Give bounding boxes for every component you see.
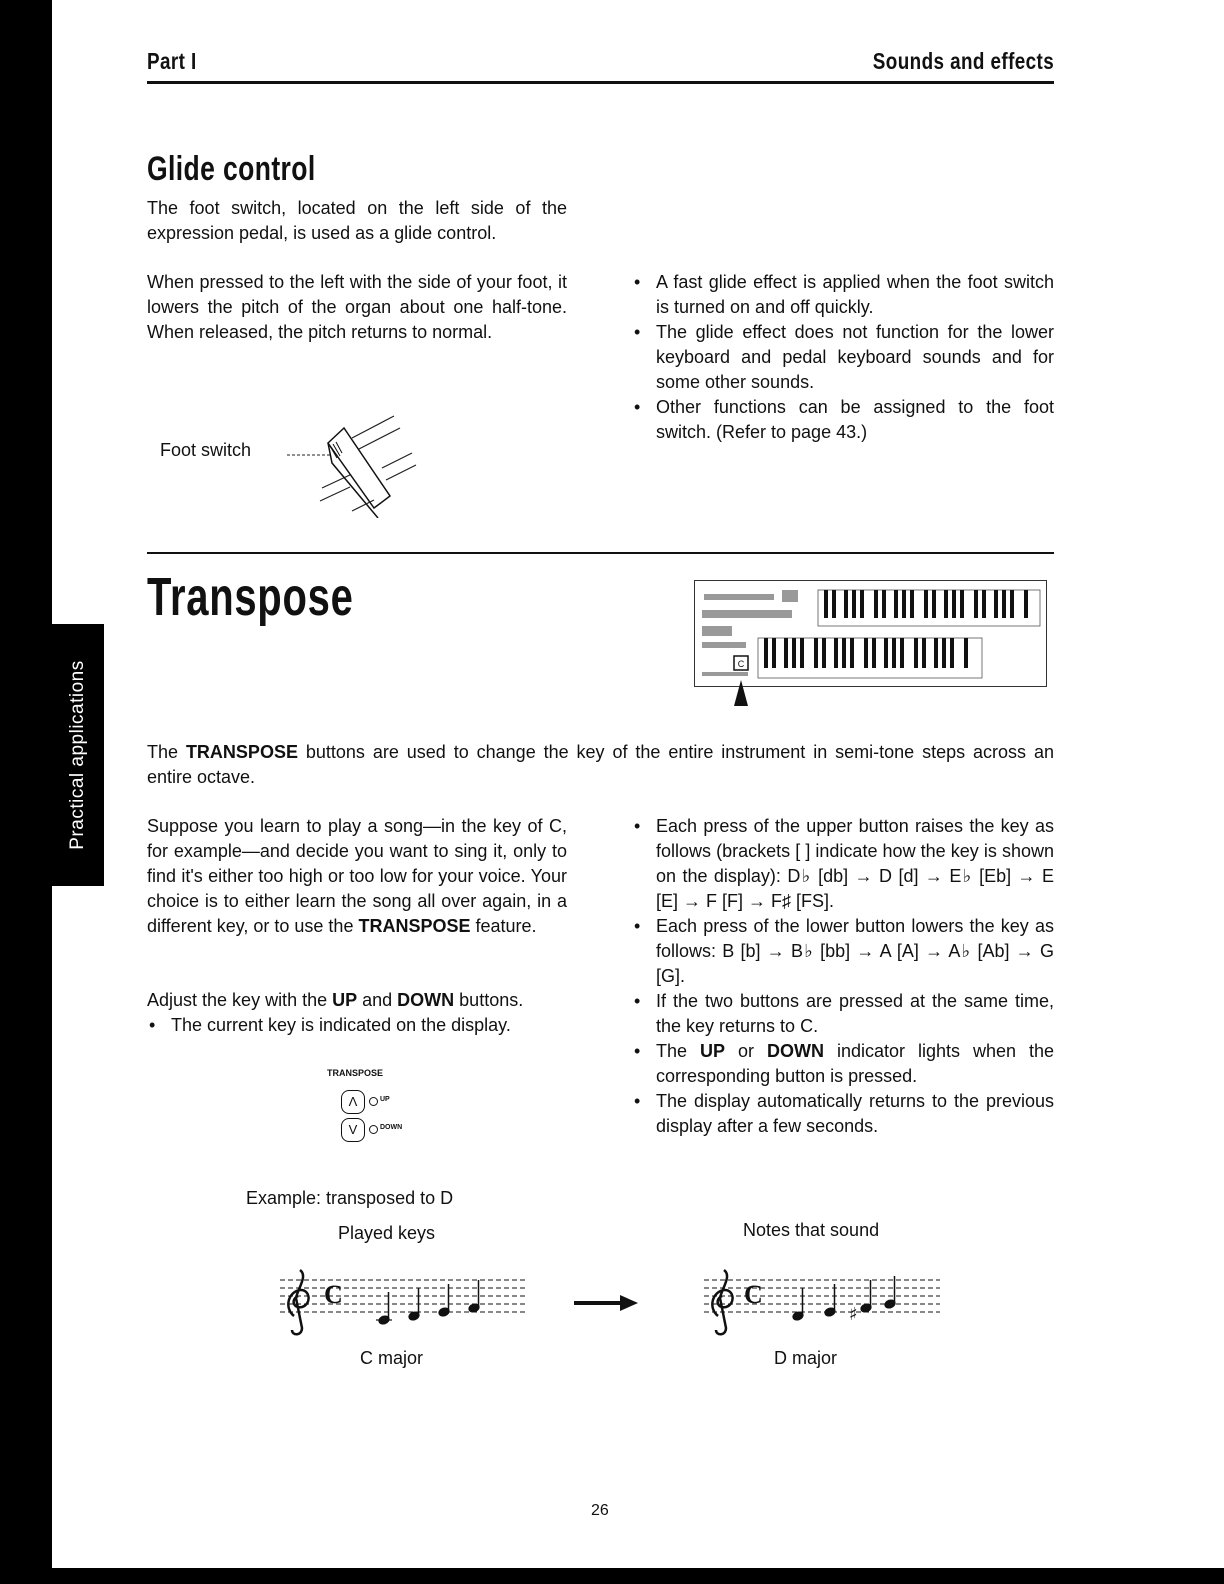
adjust-pre: Adjust the key with the	[147, 990, 333, 1010]
b4-down: DOWN	[766, 1041, 824, 1061]
d-major-notes	[792, 1276, 896, 1321]
key-indicator-text: C	[737, 659, 745, 669]
para1-bold: TRANSPOSE	[358, 916, 471, 936]
transpose-bullet-4	[632, 1039, 1054, 1089]
para1-post: feature.	[470, 916, 537, 936]
up-indicator-icon	[369, 1097, 378, 1106]
right-arrow-icon	[574, 1295, 638, 1311]
b4-pre: The	[656, 1041, 700, 1061]
transpose-title: Transpose	[147, 567, 354, 627]
staff-d-major	[704, 1262, 944, 1342]
transpose-up-button[interactable]: Λ	[341, 1090, 365, 1114]
intro-bold: TRANSPOSE	[185, 742, 298, 762]
glide-bullet-2: • The glide effect does not function for the lower keyboard and pedal keyboard sounds and for some other sounds.	[632, 320, 1054, 395]
sharp-sign: ♯	[849, 1304, 858, 1325]
b4-up: UP	[700, 1041, 726, 1061]
b4-mid: or	[725, 1041, 767, 1061]
header-section: Sounds and effects	[872, 48, 1054, 74]
glide-intro	[147, 196, 567, 246]
glide-bullet-1: • A fast glide effect is applied when the foot switch is turned on and off quickly.	[632, 270, 1054, 320]
d-major-caption: D major	[774, 1348, 838, 1368]
adjust-mid: and	[357, 990, 398, 1010]
played-keys-label: Played keys	[338, 1223, 436, 1243]
b4-post: indicator lights when the corresponding button is pressed.	[656, 1041, 1054, 1086]
header-rule	[147, 81, 1054, 84]
example-title: Example: transposed to D	[246, 1188, 454, 1208]
transpose-bullets	[632, 814, 1054, 1139]
foot-switch-label: Foot switch	[160, 440, 252, 460]
transpose-para1	[147, 814, 567, 939]
foot-switch-illustration	[282, 408, 422, 518]
left-bullet: • The current key is indicated on the display.	[147, 1013, 577, 1038]
transpose-bullet-1: • Each press of the upper button raises the key as follows (brackets [ ] indicate how the key is shown on the display): D♭ [db] → D [d] → E♭ [Eb] → E [E] → F [F] → F♯ [FS].	[632, 814, 1054, 914]
para1-pre: Suppose you learn to play a song—in the key of C, for example—and decide you want to sing it, only to find it's either too high or too low for your voice. Your choice is to either learn the song all over again, in a different key, or to use the	[147, 816, 567, 936]
transpose-intro	[147, 740, 1054, 790]
page-number: 26	[591, 1502, 609, 1519]
transpose-bullet-5: • The display automatically returns to the previous display after a few seconds.	[632, 1089, 1054, 1139]
key-indicator	[734, 656, 748, 670]
down-label: DOWN	[380, 1124, 403, 1131]
header-part: Part I	[147, 48, 197, 74]
c-major-caption: C major	[360, 1348, 424, 1368]
upper-keyboard-icon	[818, 590, 1040, 626]
transpose-adjust	[147, 988, 577, 1013]
lower-keyboard-icon	[758, 638, 982, 678]
adjust-post: buttons.	[454, 990, 524, 1010]
glide-title: Glide control	[147, 150, 316, 188]
up-label: UP	[380, 1096, 390, 1103]
transpose-bullet-3: • If the two buttons are pressed at the same time, the key returns to C.	[632, 989, 1054, 1039]
time-sig: C	[324, 1280, 343, 1309]
glide-bullets	[632, 270, 1054, 445]
display-illustration	[694, 580, 1048, 708]
adjust-up: UP	[332, 990, 358, 1010]
time-sig-2: C	[744, 1280, 763, 1309]
glide-para2-text: When pressed to the left with the side of your foot, it lowers the pitch of the organ about one half-tone. When released, the pitch returns to normal.	[147, 272, 567, 342]
side-tab-label: Practical applications	[67, 660, 88, 850]
c-major-notes	[378, 1280, 480, 1325]
transpose-bullet-2: • Each press of the lower button lowers the key as follows: B [b] → B♭ [bb] → A [A] → A♭ [Ab] → G [G].	[632, 914, 1054, 989]
glide-bullet-3: • Other functions can be assigned to the foot switch. (Refer to page 43.)	[632, 395, 1054, 445]
staff-c-major	[280, 1262, 530, 1342]
left-bullets	[147, 1013, 577, 1038]
side-tab	[52, 624, 104, 886]
transpose-panel	[327, 1068, 447, 1148]
section-rule	[147, 552, 1054, 554]
down-indicator-icon	[369, 1125, 378, 1134]
manual-page	[52, 0, 1224, 1568]
intro-pre: The	[147, 742, 186, 762]
glide-para2	[147, 270, 567, 345]
notes-sound-label: Notes that sound	[743, 1220, 880, 1240]
intro-post: buttons are used to change the key of the entire instrument in semi-tone steps across an entire octave.	[147, 742, 1054, 787]
panel-label: TRANSPOSE	[327, 1068, 384, 1078]
adjust-down: DOWN	[397, 990, 455, 1010]
glide-intro-text: The foot switch, located on the left side of the expression pedal, is used as a glide control.	[147, 198, 567, 243]
transpose-down-button[interactable]: V	[341, 1118, 365, 1142]
